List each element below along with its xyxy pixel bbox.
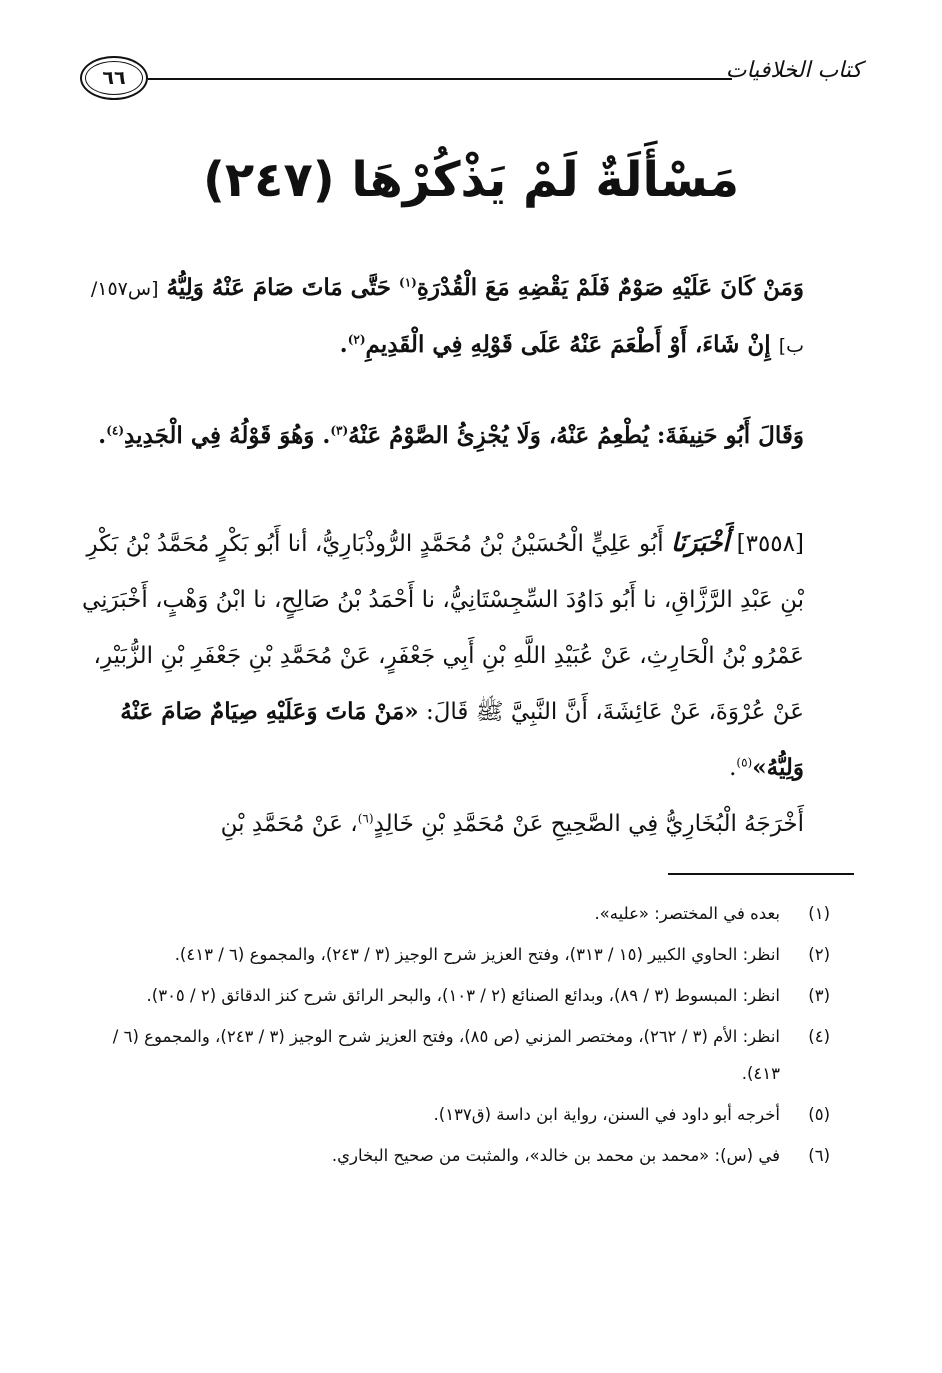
footnote-number: (٦) (808, 1146, 830, 1165)
footnote-number: (٢) (808, 945, 830, 964)
chapter-heading: مَسْأَلَةٌ لَمْ يَذْكُرْهَا (٢٤٧) (202, 152, 740, 208)
footnote-separator (668, 873, 854, 875)
footnote-text: في (س): «محمد بن محمد بن خالد»، والمثبت من صحيح البخاري. (331, 1146, 780, 1165)
footnote-text: بعده في المختصر: «عليه». (594, 904, 780, 923)
paragraph-text: . (98, 422, 107, 449)
manuscript-ref: [س١٥٧/ ب] (90, 278, 804, 357)
page-number-ornament (80, 56, 148, 100)
header-rule (148, 78, 732, 80)
footnote-item (84, 1137, 830, 1174)
matn-text: . (339, 331, 348, 358)
footnote-ref: (٦) (357, 811, 374, 826)
matn-text: إِنْ شَاءَ، أَوْ أَطْعَمَ عَنْهُ عَلَى قَوْلِهِ فِي الْقَدِيمِ (365, 331, 779, 358)
footnote-text: انظر: الأم (٣ / ٢٦٢)، ومختصر المزني (ص ٨٥)، وفتح العزيز شرح الوجيز (٣ / ٢٤٣)، والمجموع (٦ / ٤١٣). (112, 1027, 780, 1083)
footnote-number: (٣) (808, 986, 830, 1005)
paragraph-text: . وَهُوَ قَوْلُهُ فِي الْجَدِيدِ (124, 422, 331, 449)
abu-hanifa-paragraph (78, 408, 804, 464)
footnote-ref: (٢) (347, 332, 366, 347)
footnote-ref: (٥) (736, 755, 753, 770)
hadith-paragraph (78, 515, 804, 796)
page-number: ٦٦ (102, 67, 126, 89)
isnad-text: أَبُو عَلِيٍّ الْحُسَيْنُ بْنُ مُحَمَّدٍ الرُّوذْبَارِيُّ، أنا أَبُو بَكْرٍ مُحَمَّدُ بْنُ بَكْرِ بْنِ عَبْدِ الرَّزَّاقِ، نا أَبُو دَاوُدَ السِّجِسْتَانِيُّ، نا أَحْمَدُ بْنُ صَالِحٍ، نا ابْنُ وَهْبٍ، أَخْبَرَنِي عَمْرُو بْنُ الْحَارِثِ، عَنْ عُبَيْدِ اللَّهِ بْنِ أَبِي جَعْفَرٍ، عَنْ مُحَمَّدِ بْنِ جَعْفَرِ بْنِ الزُّبَيْرِ، عَنْ عُرْوَةَ، عَنْ عَائِشَةَ، أَنَّ النَّبِيَّ ﷺ قَالَ: (81, 531, 804, 725)
hadith-number: [٣٥٥٨] (736, 531, 804, 557)
paragraph-text: وَقَالَ أَبُو حَنِيفَةَ: يُطْعِمُ عَنْهُ، وَلَا يُجْزِئُ الصَّوْمُ عَنْهُ (348, 422, 804, 449)
footnote-ref: (٤) (106, 423, 125, 438)
footnote-text: انظر: الحاوي الكبير (١٥ / ٣١٣)، وفتح العزيز شرح الوجيز (٣ / ٢٤٣)، والمجموع (٦ / ٤١٣). (174, 945, 780, 964)
footnote-text: انظر: المبسوط (٣ / ٨٩)، وبدائع الصنائع (٢ / ١٠٣)، والبحر الرائق شرح كنز الدقائق (٢ / ٣٠٥). (146, 986, 780, 1005)
footnote-text: أخرجه أبو داود في السنن، رواية ابن داسة (ق١٣٧). (433, 1105, 780, 1124)
footnote-item (84, 1096, 830, 1133)
takhrij-text: أَخْرَجَهُ الْبُخَارِيُّ فِي الصَّحِيحِ عَنْ مُحَمَّدِ بْنِ خَالِدٍ (373, 811, 804, 837)
footnote-item (84, 1018, 830, 1092)
footnote-ref: (٣) (330, 423, 349, 438)
matn-text: حَتَّى مَاتَ صَامَ عَنْهُ وَلِيُّهُ (158, 274, 400, 301)
footnote-number: (١) (808, 904, 830, 923)
running-header (80, 50, 862, 106)
footnote-item (84, 936, 830, 973)
footnote-number: (٤) (808, 1027, 830, 1046)
hadith-quote: «مَنْ مَاتَ وَعَلَيْهِ صِيَامٌ صَامَ عَنْهُ وَلِيُّهُ» (120, 698, 804, 781)
takhrij-text: ، عَنْ مُحَمَّدِ بْنِ (220, 811, 358, 837)
takhrij-paragraph (78, 796, 804, 852)
footnote-number: (٥) (808, 1105, 830, 1124)
book-title: كتاب الخلافيات (725, 58, 862, 83)
hadith-block (78, 515, 804, 852)
footnotes (84, 895, 830, 1178)
matn-paragraph (78, 260, 804, 374)
akhbarana-word: أَخْبَرَنَا (670, 528, 730, 557)
paragraph-text: . (729, 755, 737, 781)
footnote-ref: (١) (399, 275, 417, 290)
footnote-item (84, 895, 830, 932)
matn-text: وَمَنْ كَانَ عَلَيْهِ صَوْمٌ فَلَمْ يَقْضِهِ مَعَ الْقُدْرَةِ (416, 274, 804, 301)
footnote-item (84, 977, 830, 1014)
